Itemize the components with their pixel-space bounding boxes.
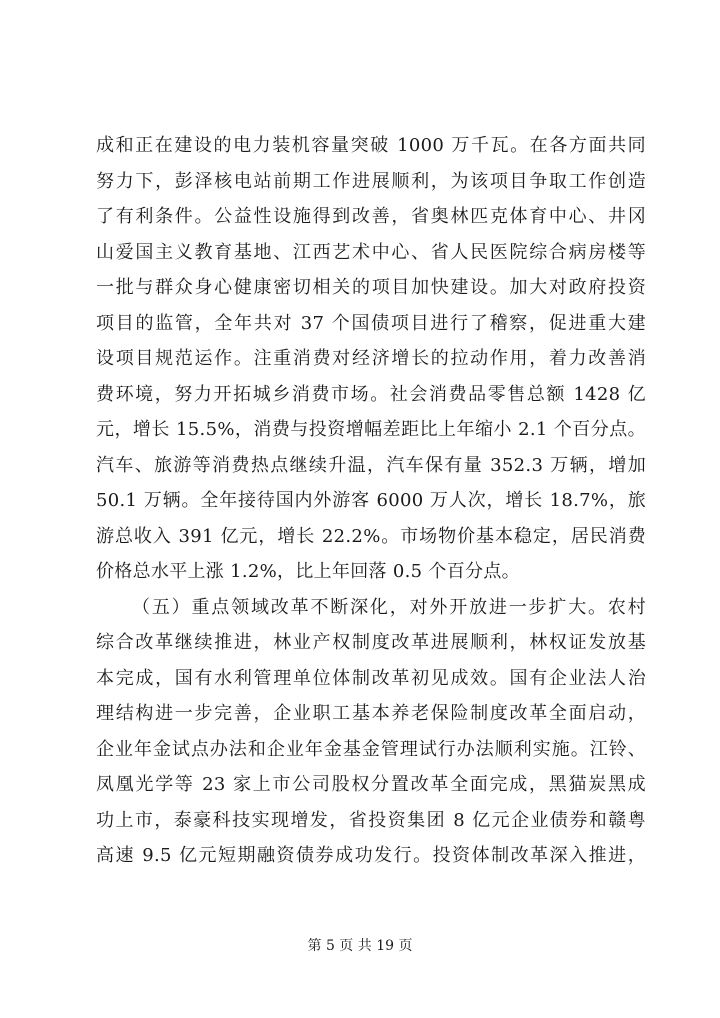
- text-line: 功上市，泰豪科技实现增发，省投资集团 8 亿元企业债券和赣粤: [96, 809, 646, 831]
- text-line: 综合改革继续推进，林业产权制度改革进展顺利，林权证发放基: [96, 632, 646, 653]
- text-line: 设项目规范运作。注重消费对经济增长的拉动作用，着力改善消: [96, 348, 646, 369]
- text-line: 山爱国主义教育基地、江西艺术中心、省人民医院综合病房楼等: [96, 241, 646, 263]
- text-line: 努力下，彭泽核电站前期工作进展顺利，为该项目争取工作创造: [96, 170, 646, 192]
- text-line: 理结构进一步完善，企业职工基本养老保险制度改革全面启动，: [96, 703, 646, 724]
- text-line: 项目的监管，全年共对 37 个国债项目进行了稽察，促进重大建: [96, 312, 646, 334]
- text-line: 一批与群众身心健康密切相关的项目加快建设。加大对政府投资: [96, 277, 646, 298]
- text-line: 元，增长 15.5%，消费与投资增幅差距比上年缩小 2.1 个百分点。: [96, 419, 646, 440]
- section-heading-line: （五）重点领域改革不断深化，对外开放进一步扩大。农村: [132, 596, 646, 618]
- text-line: 本完成，国有水利管理单位体制改革初见成效。国有企业法人治: [96, 667, 646, 689]
- text-line: 游总收入 391 亿元，增长 22.2%。市场物价基本稳定，居民消费: [96, 525, 646, 547]
- text-line: 了有利条件。公益性设施得到改善，省奥林匹克体育中心、井冈: [96, 206, 646, 227]
- text-line: 凤凰光学等 23 家上市公司股权分置改革全面完成，黑猫炭黑成: [96, 774, 646, 795]
- text-line: 50.1 万辆。全年接待国内外游客 6000 万人次，增长 18.7%，旅: [96, 490, 646, 511]
- text-line: 价格总水平上涨 1.2%，比上年回落 0.5 个百分点。: [96, 561, 520, 582]
- text-line: 成和正在建设的电力装机容量突破 1000 万千瓦。在各方面共同: [96, 135, 646, 156]
- body-text: [96, 128, 646, 874]
- page-number-footer: 第 5 页 共 19 页: [307, 938, 413, 954]
- text-line: 企业年金试点办法和企业年金基金管理试行办法顺利实施。江铃、: [96, 738, 646, 760]
- text-line: 费环境，努力开拓城乡消费市场。社会消费品零售总额 1428 亿: [96, 383, 646, 405]
- text-line: 高速 9.5 亿元短期融资债券成功发行。投资体制改革深入推进，: [96, 845, 646, 866]
- text-line: 汽车、旅游等消费热点继续升温，汽车保有量 352.3 万辆，增加: [96, 454, 646, 476]
